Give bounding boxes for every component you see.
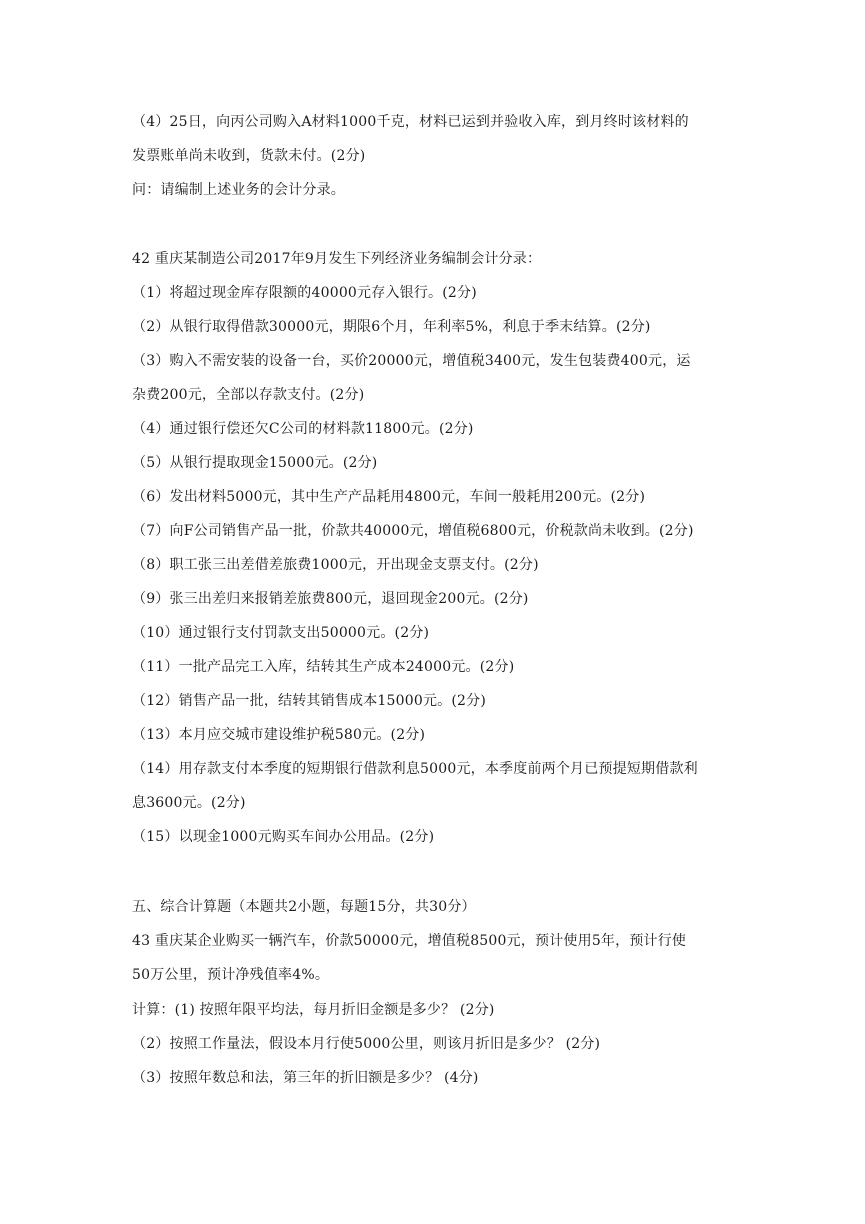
q42-item: （14）用存款支付本季度的短期银行借款利息5000元，本季度前两个月已预提短期借款利 (132, 761, 698, 777)
q41-item4-line1: （4）25日，向丙公司购入A材料1000千克，材料已运到并验收入库，到月终时该材料的 (132, 114, 689, 130)
q42-title: 42 重庆某制造公司2017年9月发生下列经济业务编制会计分录： (132, 251, 542, 267)
q42-item: （8）职工张三出差借差旅费1000元，开出现金支票支付。(2分) (132, 557, 539, 573)
q42-item: 杂费200元，全部以存款支付。(2分) (132, 387, 365, 403)
q42-item: （15）以现金1000元购买车间办公用品。(2分) (132, 829, 435, 845)
q42-item: （7）向F公司销售产品一批，价款共40000元，增值税6800元，价税款尚未收到。(2分) (132, 523, 694, 539)
q43-calc2: （2）按照工作量法，假设本月行使5000公里，则该月折旧是多少？ (2分) (132, 1036, 601, 1052)
section5-heading: 五、综合计算题（本题共2小题，每题15分，共30分） (132, 899, 476, 915)
q42-item: （12）销售产品一批，结转其销售成本15000元。(2分) (132, 693, 486, 709)
q42-item: （3）购入不需安装的设备一台，买价20000元，增值税3400元，发生包装费400元，运 (132, 353, 691, 369)
q42-item: 息3600元。(2分) (132, 795, 246, 811)
q42-item: （1）将超过现金库存限额的40000元存入银行。(2分) (132, 285, 477, 301)
q43-calc1: 计算：(1) 按照年限平均法，每月折旧金额是多少？ (2分) (132, 1002, 495, 1018)
q42-item: （5）从银行提取现金15000元。(2分) (132, 455, 378, 471)
q42-item: （11）一批产品完工入库，结转其生产成本24000元。(2分) (132, 659, 515, 675)
q42-item: （9）张三出差归来报销差旅费800元，退回现金200元。(2分) (132, 591, 529, 607)
q42-item: （2）从银行取得借款30000元，期限6个月，年利率5%，利息于季末结算。(2分) (132, 319, 651, 335)
q42-item: （10）通过银行支付罚款支出50000元。(2分) (132, 625, 430, 641)
q42-item: （13）本月应交城市建设维护税580元。(2分) (132, 727, 426, 743)
q42-item: （6）发出材料5000元，其中生产产品耗用4800元，车间一般耗用200元。(2分) (132, 489, 646, 505)
q43-calc3: （3）按照年数总和法，第三年的折旧额是多少？ (4分) (132, 1070, 479, 1086)
q41-item4-line2: 发票账单尚未收到，货款未付。(2分) (132, 148, 366, 164)
q43-line2: 50万公里，预计净残值率4%。 (132, 967, 330, 983)
q42-item: （4）通过银行偿还欠C公司的材料款11800元。(2分) (132, 421, 474, 437)
q43-line1: 43 重庆某企业购买一辆汽车，价款50000元，增值税8500元，预计使用5年，预计行使 (132, 933, 687, 949)
q41-question: 问：请编制上述业务的会计分录。 (132, 182, 345, 198)
